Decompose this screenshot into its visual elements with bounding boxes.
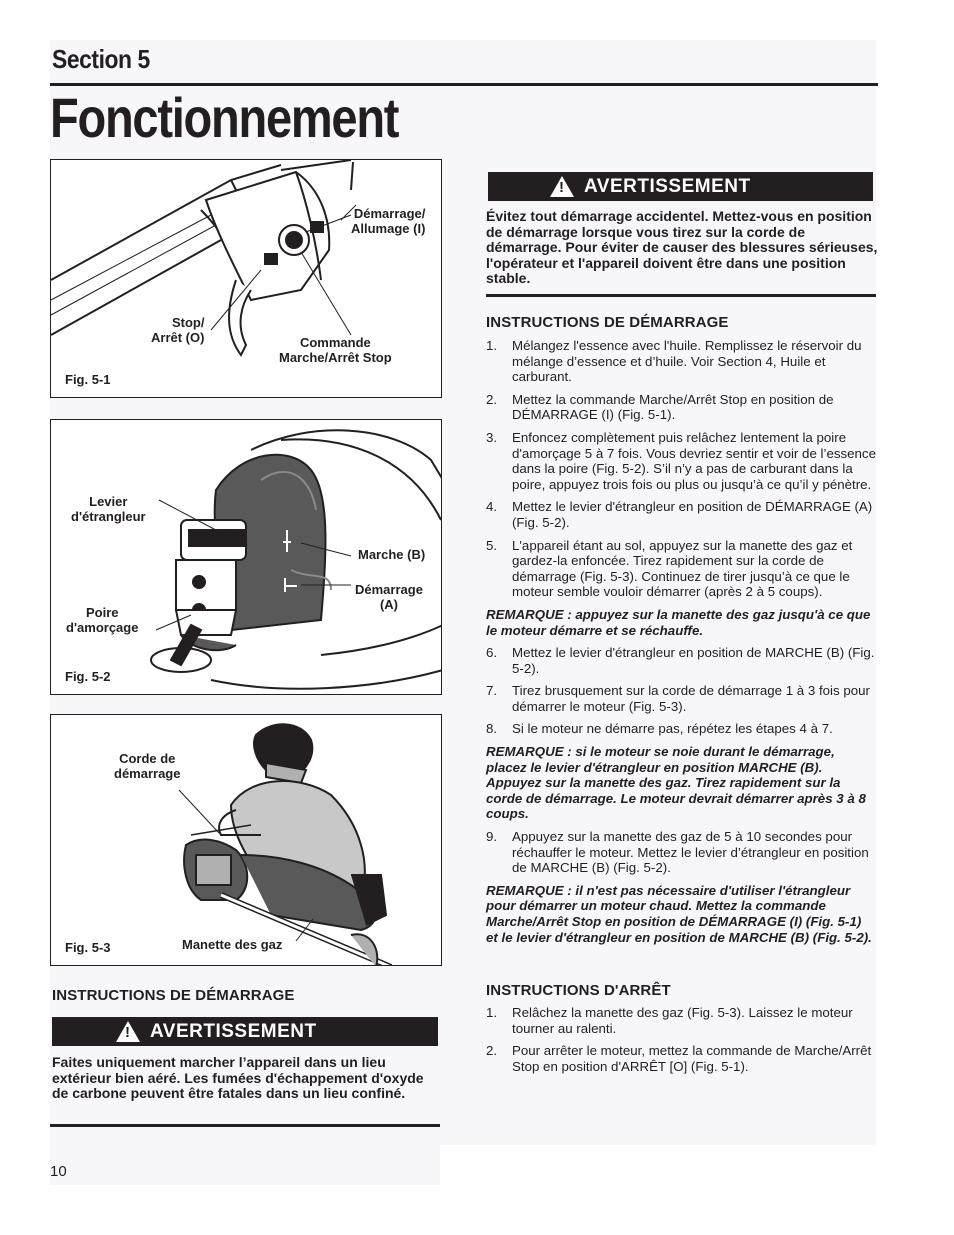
page-title: Fonctionnement bbox=[50, 86, 399, 149]
list-item: 2. Pour arrêter le moteur, mettez la commande de Marche/Arrêt Stop en position d'ARRÊT [O] (Fig. 5-1). bbox=[486, 1043, 872, 1074]
label-stop-position: Stop/ Arrêt (O) bbox=[151, 315, 205, 345]
warning-icon: ! bbox=[116, 1021, 140, 1042]
note-text: REMARQUE : si le moteur se noie durant le démarrage, placez le levier d'étrangleur en position MARCHE (B). Appuyez sur la manette des gaz. Tirez rapidement sur la corde de démarrage. Le moteur devrait démarrer après 3 à 8 coups. bbox=[486, 744, 866, 822]
figure-number: Fig. 5-1 bbox=[65, 372, 111, 387]
section-label: Section 5 bbox=[52, 44, 150, 74]
page-number: 10 bbox=[50, 1163, 67, 1180]
right-warning-text: Évitez tout démarrage accidentel. Mettez-vous en position de démarrage lorsque vous tirez sur la corde de démarrage. Pour éviter de causer des blessures sérieuses, l'opérateur et l'appareil doivent être dans une position stable. bbox=[486, 208, 878, 287]
figure-5-2 bbox=[50, 419, 442, 695]
label-starter-rope: Corde de démarrage bbox=[114, 751, 181, 781]
stop-instructions bbox=[486, 1005, 876, 1081]
left-start-heading: INSTRUCTIONS DE DÉMARRAGE bbox=[52, 987, 295, 1004]
label-start-position-a: Démarrage (A) bbox=[355, 582, 423, 612]
list-item: 5. L'appareil étant au sol, appuyez sur la manette des gaz et gardez-la enfoncée. Tirez rapidement sur la corde de démarrage (Fig. 5-3). Continuez de tirer jusqu’à ce que le moteur semble vouloir démarrer (après 2 à 5 coups). bbox=[486, 537, 853, 600]
left-warning-text: Faites uniquement marcher l’appareil dans un lieu extérieur bien aéré. Les fumées d'échappement d'oxyde de carbone peuvent être fatales dans un lieu confiné. bbox=[52, 1054, 424, 1102]
note-text: REMARQUE : appuyez sur la manette des gaz jusqu'à ce que le moteur démarre et se réchauffe. bbox=[486, 606, 871, 638]
list-item: 2. Mettez la commande Marche/Arrêt Stop en position de DÉMARRAGE (I) (Fig. 5-1). bbox=[486, 391, 834, 423]
list-item: 8. Si le moteur ne démarre pas, répétez les étapes 4 à 7. bbox=[486, 721, 833, 737]
left-warning-banner bbox=[52, 1017, 438, 1046]
figure-5-1 bbox=[50, 159, 442, 398]
warning-icon: ! bbox=[550, 176, 574, 197]
label-primer-bulb: Poire d'amorçage bbox=[66, 605, 139, 635]
warning-title: AVERTISSEMENT bbox=[584, 175, 751, 197]
note-text: REMARQUE : il n'est pas nécessaire d'utiliser l'étrangleur pour démarrer un moteur chaud. Mettez la commande Marche/Arrêt Stop en position de DÉMARRAGE (I) (Fig. 5-1) et le levier d'étrangleur en position de MARCHE (B) (Fig. 5-2). bbox=[486, 882, 872, 945]
label-run-position: Marche (B) bbox=[358, 547, 426, 562]
list-item: 7. Tirez brusquement sur la corde de démarrage 1 à 3 fois pour démarrer le moteur (Fig. 5-3). bbox=[486, 683, 870, 714]
figure-number: Fig. 5-3 bbox=[65, 940, 111, 955]
figure-number: Fig. 5-2 bbox=[65, 669, 111, 684]
label-start-position: Démarrage/ Allumage (I) bbox=[351, 206, 426, 236]
operator-starting-illustration bbox=[51, 715, 442, 966]
list-item: 1. Relâchez la manette des gaz (Fig. 5-3). Laissez le moteur tourner au ralenti. bbox=[486, 1005, 853, 1036]
list-item: 6. Mettez le levier d'étrangleur en position de MARCHE (B) (Fig. 5-2). bbox=[486, 645, 875, 676]
label-on-off-switch: Commande Marche/Arrêt Stop bbox=[279, 335, 392, 365]
stop-heading: INSTRUCTIONS D'ARRÊT bbox=[486, 982, 671, 999]
right-start-heading: INSTRUCTIONS DE DÉMARRAGE bbox=[486, 314, 729, 331]
start-instructions bbox=[486, 338, 876, 952]
warning-title: AVERTISSEMENT bbox=[150, 1020, 317, 1042]
figure-5-3 bbox=[50, 714, 442, 966]
list-item: 3. Enfoncez complètement puis relâchez lentement la poire d'amorçage 5 à 7 fois. Vous devriez sentir et voir de l’essence dans la poire (Fig. 5-2). S’il n’y a pas de carburant dans la poire, appuyez trois fois ou plus ou jusqu’à ce qu’il y pénètre. bbox=[486, 429, 876, 492]
label-throttle: Manette des gaz bbox=[182, 937, 283, 952]
list-item: 1. Mélangez l'essence avec l'huile. Remplissez le réservoir du mélange d’essence et d’huile. Voir Section 4, Huile et carburant. bbox=[486, 338, 862, 385]
right-warning-rule bbox=[486, 294, 876, 297]
right-warning-banner bbox=[488, 172, 873, 201]
left-warning-rule bbox=[50, 1124, 440, 1127]
list-item: 9. Appuyez sur la manette des gaz de 5 à 10 secondes pour réchauffer le moteur. Mettez le levier d’étrangleur en position de MARCHE (B) (Fig. 5-2). bbox=[486, 829, 869, 876]
label-choke-lever: Levier d'étrangleur bbox=[71, 494, 146, 524]
list-item: 4. Mettez le levier d'étrangleur en position de DÉMARRAGE (A) (Fig. 5-2). bbox=[486, 499, 873, 530]
